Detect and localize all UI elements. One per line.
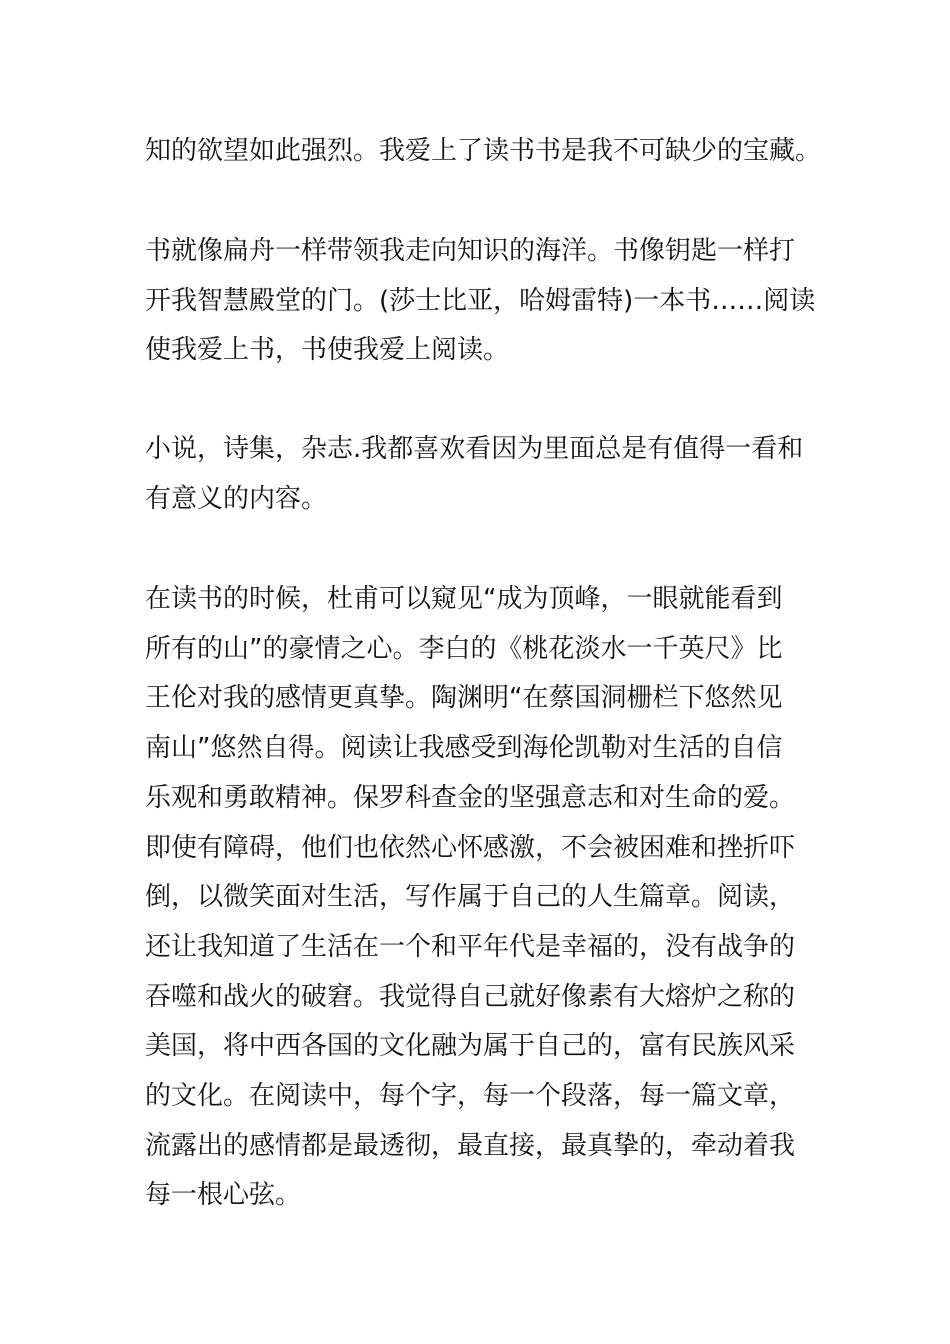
paragraph-line: 的文化。在阅读中，每个字，每一个段落，每一篇文章， <box>145 1081 796 1112</box>
paragraph-line: 知的欲望如此强烈。我爱上了读书书是我不可缺少的宝藏。 <box>145 136 822 166</box>
paragraph-line: 王伦对我的感情更真挚。陶渊明“在蔡国洞栅栏下悠然见 <box>145 683 783 714</box>
paragraph-3 <box>145 425 810 524</box>
paragraph-line: 使我爱上书，书使我爱上阅读。 <box>145 335 510 366</box>
paragraph-line: 开我智慧殿堂的门。(莎士比亚，哈姆雷特)一本书……阅读 <box>145 285 816 316</box>
paragraph-line: 还让我知道了生活在一个和平年代是幸福的，没有战争的 <box>145 931 796 962</box>
paragraph-line: 即使有障碍，他们也依然心怀感激，不会被困难和挫折吓 <box>145 832 796 863</box>
paragraph-line: 美国，将中西各国的文化融为属于自己的，富有民族风采 <box>145 1031 796 1062</box>
paragraph-line: 书就像扁舟一样带领我走向知识的海洋。书像钥匙一样打 <box>145 236 796 266</box>
paragraph-line: 小说，诗集，杂志.我都喜欢看因为里面总是有值得一看和 <box>145 434 804 464</box>
paragraph-1 <box>145 127 822 177</box>
paragraph-line: 在读书的时候，杜甫可以窥见“成为顶峰，一眼就能看到 <box>145 584 783 614</box>
paragraph-line: 吞噬和战火的破窘。我觉得自己就好像素有大熔炉之称的 <box>145 981 796 1012</box>
paragraph-4 <box>145 575 810 1221</box>
paragraph-line: 流露出的感情都是最透彻，最直接，最真挚的，牵动着我 <box>145 1130 796 1161</box>
paragraph-line: 倒，以微笑面对生活，写作属于自己的人生篇章。阅读， <box>145 882 796 913</box>
paragraph-line: 南山”悠然自得。阅读让我感受到海伦凯勒对生活的自信 <box>145 733 783 764</box>
paragraph-line: 有意义的内容。 <box>145 483 328 514</box>
paragraph-line: 乐观和勇敢精神。保罗科查金的坚强意志和对生命的爱。 <box>145 782 796 813</box>
paragraph-line: 所有的山”的豪情之心。李白的《桃花淡水一千英尺》比 <box>145 633 783 664</box>
paragraph-2 <box>145 227 816 376</box>
paragraph-line: 每一根心弦。 <box>145 1180 302 1211</box>
